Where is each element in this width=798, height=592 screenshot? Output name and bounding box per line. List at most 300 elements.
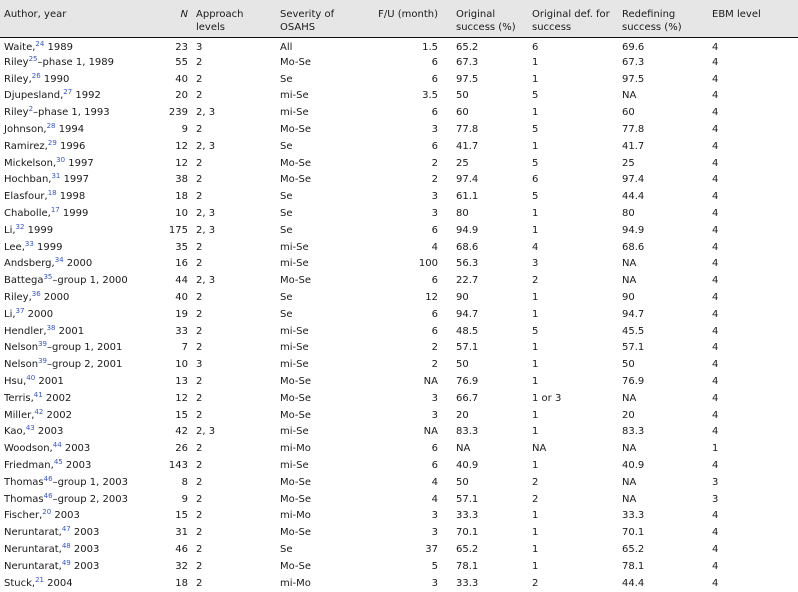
author-name: Ramirez,: [4, 140, 48, 152]
cell-followup: 6: [431, 460, 438, 472]
reference-link[interactable]: 38: [46, 323, 56, 332]
cell-redefining-success: 25: [622, 157, 635, 169]
cell-n: 31: [175, 527, 188, 539]
cell-n: 18: [175, 191, 188, 203]
cell-severity: mi-Se: [280, 90, 309, 102]
author-year: 2000: [40, 292, 70, 304]
cell-followup: 3: [431, 208, 438, 220]
cell-redefining-success: 94.7: [622, 308, 645, 320]
cell-ebm-level: 4: [712, 191, 719, 203]
cell-severity: mi-Se: [280, 359, 309, 371]
reference-link[interactable]: 47: [61, 525, 71, 534]
cell-redefining-success: 69.6: [622, 41, 645, 53]
table-row: [0, 340, 798, 357]
cell-followup: 4: [431, 241, 438, 253]
cell-n: 15: [175, 510, 188, 522]
table-row: [0, 189, 798, 206]
table-row: [0, 222, 798, 239]
table-body: [0, 37, 798, 592]
reference-link[interactable]: 49: [61, 558, 71, 567]
author-name: Friedman,: [4, 460, 54, 472]
cell-original-success: 97.5: [456, 73, 479, 85]
col-header-followup: F/U (month): [362, 0, 442, 37]
reference-link[interactable]: 36: [31, 290, 41, 299]
reference-link[interactable]: 18: [47, 189, 57, 198]
cell-n: 9: [181, 493, 188, 505]
author-name: Elasfour,: [4, 191, 48, 203]
cell-approach: 2, 3: [196, 140, 216, 152]
cell-ebm-level: 4: [712, 90, 719, 102]
author-name: Stuck,: [4, 577, 36, 589]
cell-redefining-success: NA: [622, 493, 637, 505]
cell-n: 15: [175, 409, 188, 421]
cell-approach: 2: [196, 409, 203, 421]
table-row: [0, 55, 798, 72]
cell-ebm-level: 3: [712, 476, 719, 488]
cell-n: 9: [181, 124, 188, 136]
cell-approach: 2: [196, 325, 203, 337]
cell-n: 143: [168, 460, 188, 472]
cell-author: [0, 273, 128, 290]
cell-author: [0, 441, 128, 458]
author-year: –group 2, 2001: [47, 359, 123, 371]
cell-severity: mi-Mo: [280, 510, 311, 522]
table-row: [0, 323, 798, 340]
cell-original-definition: 5: [532, 157, 539, 169]
table-row: [0, 390, 798, 407]
cell-redefining-success: 76.9: [622, 376, 645, 388]
cell-original-definition: 1: [532, 460, 539, 472]
author-year: 1999: [33, 241, 63, 253]
cell-n: 19: [175, 308, 188, 320]
reference-link[interactable]: 48: [61, 542, 71, 550]
reference-link[interactable]: 31: [51, 172, 61, 181]
cell-ebm-level: 4: [712, 224, 719, 236]
reference-link[interactable]: 39: [38, 340, 47, 349]
cell-n: 8: [181, 476, 188, 488]
cell-author: [0, 88, 128, 105]
cell-author: [0, 323, 128, 340]
cell-followup: 6: [431, 325, 438, 337]
reference-link[interactable]: 33: [24, 239, 34, 248]
cell-ebm-level: 4: [712, 258, 719, 270]
col-header-original-definition: Original def. for success: [528, 0, 618, 37]
cell-original-definition: 1: [532, 140, 539, 152]
cell-ebm-level: 4: [712, 41, 719, 53]
cell-ebm-level: 4: [712, 376, 719, 388]
cell-approach: 2: [196, 90, 203, 102]
cell-author: [0, 525, 128, 542]
reference-link[interactable]: 21: [35, 575, 44, 584]
reference-link[interactable]: 42: [34, 407, 44, 416]
cell-ebm-level: 4: [712, 544, 719, 555]
author-name: Neruntarat,: [4, 544, 62, 555]
cell-n: 10: [175, 208, 188, 220]
cell-ebm-level: 4: [712, 342, 719, 354]
cell-n: 26: [175, 443, 188, 455]
cell-author: [0, 206, 128, 223]
cell-original-definition: 5: [532, 124, 539, 136]
cell-severity: Se: [280, 140, 293, 152]
cell-original-definition: 1: [532, 560, 539, 572]
cell-severity: Se: [280, 73, 293, 85]
cell-ebm-level: 4: [712, 107, 719, 119]
cell-original-definition: 1: [532, 224, 539, 236]
cell-approach: 2: [196, 157, 203, 169]
cell-author: [0, 407, 128, 424]
table-row: [0, 206, 798, 223]
cell-original-success: 50: [456, 476, 469, 488]
cell-followup: 5: [431, 560, 438, 572]
author-year: 2003: [70, 527, 100, 539]
cell-followup: 1.5: [422, 41, 438, 53]
cell-followup: 2: [431, 174, 438, 186]
cell-severity: Mo-Se: [280, 376, 312, 388]
cell-followup: 3: [431, 577, 438, 589]
cell-followup: 3: [431, 527, 438, 539]
cell-original-success: 57.1: [456, 493, 479, 505]
header-row: [0, 0, 798, 37]
cell-approach: 2: [196, 191, 203, 203]
author-year: –group 2, 2003: [52, 493, 128, 505]
cell-ebm-level: 4: [712, 208, 719, 220]
cell-ebm-level: 4: [712, 140, 719, 152]
cell-author: [0, 558, 128, 575]
cell-original-success: 94.7: [456, 308, 479, 320]
cell-n: 40: [175, 73, 188, 85]
cell-redefining-success: NA: [622, 275, 637, 287]
cell-author: [0, 542, 128, 559]
col-header-original-success: Original success (%): [442, 0, 528, 37]
cell-approach: 2: [196, 510, 203, 522]
cell-original-success: 65.2: [456, 41, 479, 53]
cell-approach: 3: [196, 41, 203, 53]
cell-redefining-success: 94.9: [622, 224, 645, 236]
cell-redefining-success: 20: [622, 409, 635, 421]
reference-link[interactable]: 40: [26, 374, 36, 383]
cell-approach: 2, 3: [196, 208, 216, 220]
author-name: Riley,: [4, 292, 32, 304]
reference-link[interactable]: 45: [53, 458, 63, 467]
table-row: [0, 491, 798, 508]
cell-author: [0, 239, 128, 256]
reference-link[interactable]: 46: [43, 491, 53, 500]
cell-original-definition: 1: [532, 308, 539, 320]
cell-followup: 6: [431, 308, 438, 320]
reference-link[interactable]: 46: [43, 474, 53, 483]
cell-followup: 6: [431, 107, 438, 119]
author-year: 1997: [65, 157, 94, 169]
cell-author: [0, 474, 128, 491]
author-name: Thomas: [4, 476, 44, 488]
cell-followup: 6: [431, 275, 438, 287]
cell-severity: Se: [280, 292, 293, 304]
cell-original-definition: 3: [532, 258, 539, 270]
cell-followup: 2: [431, 359, 438, 371]
cell-followup: NA: [423, 426, 438, 438]
cell-n: 23: [175, 41, 188, 53]
cell-original-success: 70.1: [456, 527, 479, 539]
cell-followup: 6: [431, 73, 438, 85]
cell-ebm-level: 4: [712, 392, 719, 404]
author-year: 2003: [70, 544, 100, 555]
author-name: Riley: [4, 107, 29, 119]
cell-followup: 2: [431, 342, 438, 354]
cell-original-definition: 1: [532, 359, 539, 371]
cell-original-definition: 6: [532, 41, 539, 53]
reference-link[interactable]: 30: [56, 155, 66, 164]
cell-followup: 2: [431, 157, 438, 169]
author-name: Djupesland,: [4, 90, 64, 102]
author-year: 1999: [59, 208, 89, 220]
cell-followup: 4: [431, 476, 438, 488]
cell-original-success: 20: [456, 409, 469, 421]
cell-approach: 2: [196, 124, 203, 136]
cell-original-definition: 4: [532, 241, 539, 253]
cell-followup: 3.5: [422, 90, 438, 102]
table-row: [0, 256, 798, 273]
reference-link[interactable]: 32: [15, 222, 25, 231]
cell-original-definition: 2: [532, 476, 539, 488]
cell-original-success: 80: [456, 208, 469, 220]
author-year: 2000: [63, 258, 93, 270]
col-header-approach: Approach levels: [192, 0, 276, 37]
table-row: [0, 105, 798, 122]
cell-author: [0, 138, 128, 155]
cell-approach: 2: [196, 73, 203, 85]
author-year: 1992: [72, 90, 101, 102]
cell-n: 7: [181, 342, 188, 354]
cell-original-success: 78.1: [456, 560, 479, 572]
cell-n: 18: [175, 577, 188, 589]
col-header-severity: Severity of OSAHS: [276, 0, 362, 37]
reference-link[interactable]: 25: [28, 54, 38, 63]
author-year: 1999: [24, 224, 54, 236]
cell-severity: Mo-Se: [280, 174, 312, 186]
author-year: 2003: [62, 460, 92, 472]
cell-original-definition: 1: [532, 292, 539, 304]
author-name: Hendler,: [4, 325, 47, 337]
reference-link[interactable]: 26: [31, 71, 41, 80]
reference-link[interactable]: 2: [28, 105, 34, 114]
author-year: –group 1, 2000: [52, 275, 128, 287]
cell-followup: 3: [431, 124, 438, 136]
cell-ebm-level: 4: [712, 292, 719, 304]
table-row: [0, 273, 798, 290]
cell-severity: Mo-Se: [280, 124, 312, 136]
cell-severity: mi-Mo: [280, 577, 311, 589]
cell-redefining-success: 97.5: [622, 73, 645, 85]
cell-n: 38: [175, 174, 188, 186]
cell-ebm-level: 4: [712, 359, 719, 371]
author-name: Neruntarat,: [4, 560, 62, 572]
table-row: [0, 508, 798, 525]
cell-approach: 2: [196, 258, 203, 270]
table-row: [0, 407, 798, 424]
cell-approach: 2, 3: [196, 224, 216, 236]
table-row: [0, 172, 798, 189]
cell-redefining-success: 57.1: [622, 342, 645, 354]
reference-link[interactable]: 20: [42, 508, 52, 517]
cell-redefining-success: 60: [622, 107, 635, 119]
cell-author: [0, 37, 128, 55]
cell-severity: Se: [280, 308, 293, 320]
cell-original-definition: 1: [532, 56, 539, 68]
cell-followup: 6: [431, 140, 438, 152]
cell-original-definition: NA: [532, 443, 547, 455]
author-name: Riley: [4, 56, 29, 68]
reference-link[interactable]: 41: [33, 390, 43, 399]
author-name: Hsu,: [4, 376, 27, 388]
table-row: [0, 525, 798, 542]
cell-redefining-success: NA: [622, 476, 637, 488]
author-year: –phase 1, 1993: [33, 107, 110, 119]
author-name: Riley,: [4, 73, 32, 85]
cell-author: [0, 491, 128, 508]
cell-redefining-success: 50: [622, 359, 635, 371]
cell-ebm-level: 4: [712, 56, 719, 68]
author-year: –phase 1, 1989: [37, 56, 115, 68]
cell-followup: 100: [418, 258, 438, 270]
table-row: [0, 558, 798, 575]
cell-ebm-level: 4: [712, 409, 719, 421]
author-year: 2001: [55, 325, 85, 337]
cell-redefining-success: 45.5: [622, 325, 645, 337]
cell-author: [0, 575, 128, 592]
cell-followup: 6: [431, 224, 438, 236]
cell-ebm-level: 4: [712, 560, 719, 572]
author-name: Neruntarat,: [4, 527, 62, 539]
cell-original-success: 40.9: [456, 460, 479, 472]
author-name: Chabolle,: [4, 208, 51, 220]
cell-approach: 2: [196, 376, 203, 388]
cell-redefining-success: 80: [622, 208, 635, 220]
cell-n: 44: [175, 275, 188, 287]
table-row: [0, 458, 798, 475]
cell-original-success: 67.3: [456, 56, 479, 68]
reference-link[interactable]: 24: [35, 39, 45, 48]
col-header-redefining-success: Redefining success (%): [618, 0, 708, 37]
author-year: 1998: [56, 191, 86, 203]
author-year: –group 1, 2001: [47, 342, 123, 354]
cell-severity: mi-Se: [280, 241, 309, 253]
cell-redefining-success: 33.3: [622, 510, 645, 522]
cell-author: [0, 55, 128, 72]
cell-author: [0, 508, 128, 525]
cell-redefining-success: 68.6: [622, 241, 645, 253]
reference-link[interactable]: 29: [47, 138, 57, 147]
author-year: 2001: [35, 376, 64, 388]
cell-severity: Mo-Se: [280, 275, 312, 287]
cell-original-definition: 5: [532, 191, 539, 203]
cell-original-success: 94.9: [456, 224, 479, 236]
cell-author: [0, 256, 128, 273]
cell-followup: NA: [423, 376, 438, 388]
cell-followup: 6: [431, 56, 438, 68]
cell-approach: 2: [196, 241, 203, 253]
cell-original-definition: 2: [532, 493, 539, 505]
cell-followup: 3: [431, 191, 438, 203]
cell-n: 12: [175, 157, 188, 169]
cell-redefining-success: NA: [622, 443, 637, 455]
author-name: Andsberg,: [4, 258, 55, 270]
cell-ebm-level: 4: [712, 577, 719, 589]
cell-followup: 6: [431, 443, 438, 455]
cell-original-definition: 5: [532, 325, 539, 337]
cell-original-definition: 1: [532, 409, 539, 421]
author-name: Johnson,: [4, 124, 47, 136]
cell-n: 20: [175, 90, 188, 102]
cell-approach: 2: [196, 577, 203, 589]
cell-severity: Mo-Se: [280, 157, 312, 169]
reference-link[interactable]: 43: [25, 424, 35, 433]
col-header-n-label: N: [180, 9, 188, 20]
reference-link[interactable]: 39: [38, 357, 47, 366]
cell-approach: 2: [196, 174, 203, 186]
reference-link[interactable]: 37: [15, 306, 25, 315]
reference-link[interactable]: 28: [46, 122, 56, 131]
cell-original-definition: 5: [532, 90, 539, 102]
cell-severity: Se: [280, 224, 293, 236]
author-name: Woodson,: [4, 443, 53, 455]
author-name: Lee,: [4, 241, 25, 253]
cell-ebm-level: 4: [712, 510, 719, 522]
author-name: Terris,: [4, 392, 34, 404]
author-year: 1994: [55, 124, 85, 136]
cell-severity: Se: [280, 191, 293, 203]
cell-original-definition: 1: [532, 544, 539, 555]
cell-n: 42: [175, 426, 188, 438]
cell-original-definition: 1: [532, 426, 539, 438]
cell-severity: Mo-Se: [280, 476, 312, 488]
table-row: [0, 290, 798, 307]
table-row: [0, 239, 798, 256]
cell-ebm-level: 3: [712, 493, 719, 505]
author-name: Li,: [4, 224, 16, 236]
cell-severity: Mo-Se: [280, 392, 312, 404]
cell-original-success: 61.1: [456, 191, 479, 203]
cell-redefining-success: 83.3: [622, 426, 645, 438]
cell-n: 40: [175, 292, 188, 304]
cell-followup: 3: [431, 510, 438, 522]
table-row: [0, 575, 798, 592]
cell-redefining-success: NA: [622, 90, 637, 102]
cell-original-success: 48.5: [456, 325, 479, 337]
author-name: Mickelson,: [4, 157, 57, 169]
cell-original-success: 65.2: [456, 544, 479, 555]
cell-original-success: 33.3: [456, 510, 479, 522]
author-year: 2002: [43, 409, 72, 421]
reference-link[interactable]: 35: [43, 273, 53, 282]
author-year: 2004: [44, 577, 73, 589]
reference-link[interactable]: 27: [63, 88, 73, 97]
reference-link[interactable]: 34: [54, 256, 64, 265]
cell-redefining-success: 65.2: [622, 544, 645, 555]
cell-author: [0, 122, 128, 139]
reference-link[interactable]: 17: [50, 206, 60, 215]
cell-author: [0, 374, 128, 391]
cell-original-success: 97.4: [456, 174, 479, 186]
cell-redefining-success: 77.8: [622, 124, 645, 136]
cell-original-success: 50: [456, 90, 469, 102]
cell-n: 32: [175, 560, 188, 572]
cell-original-success: 50: [456, 359, 469, 371]
cell-followup: 37: [425, 544, 438, 555]
cell-redefining-success: 41.7: [622, 140, 645, 152]
cell-original-success: 60: [456, 107, 469, 119]
reference-link[interactable]: 44: [52, 441, 62, 450]
cell-original-success: 83.3: [456, 426, 479, 438]
